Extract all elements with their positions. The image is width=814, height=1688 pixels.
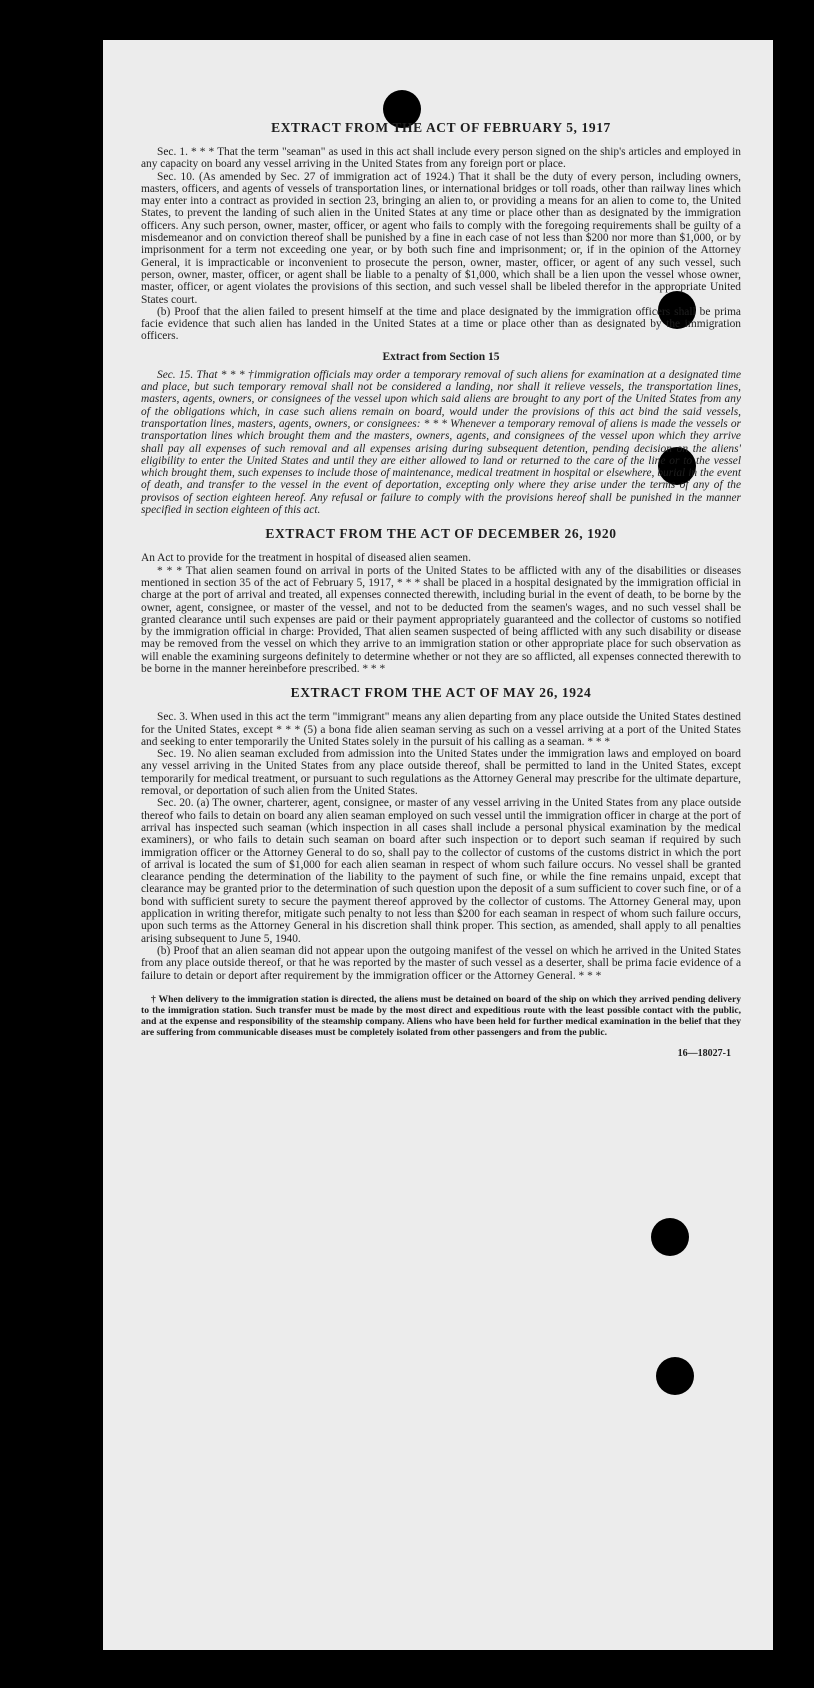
- paragraph: Sec. 10. (As amended by Sec. 27 of immigration act of 1924.) That it shall be the duty of every person, including owners, masters, officers, and agents of vessels of transportation lines, or international bridges or toll roads, other than railway lines which may enter into a contract as provided in section 23, bringing an alien to, or providing a means for an alien to come to, the United States, to prevent the landing of such alien in the United States at any time or place other than as designated by the immigration officers. Any such person, owner, master, officer, or agent who fails to comply with the foregoing requirements shall be guilty of a misdemeanor and on conviction thereof shall be punished by a fine in each case of not less than $200 nor more than $1,000, or by imprisonment for a term not exceeding one year, or by both such fine and imprisonment; or, if in the opinion of the Attorney General, it is impracticable or inconvenient to prosecute the person, owner, master, officer, or agent of any such vessel, such person, owner, master, officer, or agent shall be liable to a penalty of $1,000, which shall be a lien upon the vessel whose owner, master, officer, or agent violates the provisions of this section, and such vessel shall be libeled therefor in the appropriate United States court.: [141, 170, 741, 306]
- paragraph: (b) Proof that an alien seaman did not appear upon the outgoing manifest of the vessel on which he arrived in the United States from any place outside thereof, or that he was reported by the master of such vessel as a deserter, shall be prima facie evidence of a failure to detain or deport after requirement by the immigration officer or the Attorney General. * * *: [141, 944, 741, 982]
- paragraph: Sec. 20. (a) The owner, charterer, agent, consignee, or master of any vessel arriving in the United States from any place outside thereof who fails to detain on board any alien seaman employed on such vessel until the immigration officer in charge at the port of arrival has inspected such seaman (which inspection in all cases shall include a personal physical examination by the medical examiners), or who fails to detain such seaman on board after such inspection or to deport such seaman if required by such immigration officer or the Attorney General to do so, shall pay to the collector of customs of the customs district in which the port of arrival is located the sum of $1,000 for each alien seaman in respect of whom such failure occurs. No vessel shall be granted clearance pending the determination of the liability to the payment of such fine, or while the fine remains unpaid, except that clearance may be granted prior to the determination of such question upon the deposit of a sum sufficient to cover such fine, or of a bond with sufficient surety to secure the payment thereof approved by the collector of customs. The Attorney General may, upon application in writing therefor, mitigate such penalty to not less than $200 for each seaman in respect of whom such failure occurs, upon such terms as the Attorney General in his discretion shall think proper. This section, as amended, shall apply to all penalties arising subsequent to June 5, 1940.: [141, 797, 741, 945]
- section-1920: [141, 526, 741, 675]
- section-heading: EXTRACT FROM THE ACT OF DECEMBER 26, 1920: [265, 526, 617, 542]
- punch-hole: [656, 1357, 694, 1395]
- section-1924: [141, 685, 741, 982]
- footnote: † When delivery to the immigration station is directed, the aliens must be detained on board of the ship on which they arrived pending delivery to the immigration station. Such transfer must be made by the most direct and expeditious route with the least possible contact with the public, and at the expense and responsibility of the steamship company. Aliens who have been held for further medical examination in the belief that they are suffering from communicable diseases must be completely isolated from other passengers and from the public.: [141, 993, 741, 1038]
- document-text: [141, 120, 741, 1059]
- paragraph: An Act to provide for the treatment in hospital of diseased alien seamen.: [141, 552, 471, 565]
- punch-hole: [651, 1218, 689, 1256]
- section-heading: EXTRACT FROM THE ACT OF MAY 26, 1924: [290, 685, 592, 701]
- section-heading: EXTRACT FROM THE ACT OF FEBRUARY 5, 1917: [271, 120, 611, 135]
- section-1917: [141, 120, 741, 516]
- paragraph: Sec. 3. When used in this act the term "immigrant" means any alien departing from any place outside the United States destined for the United States, except * * * (5) a bona fide alien seaman serving as such on a vessel arriving at a port of the United States and seeking to enter temporarily the United States solely in the pursuit of his calling as a seaman. * * *: [141, 711, 741, 748]
- paragraph: Sec. 1. * * * That the term "seaman" as used in this act shall include every person signed on the ship's articles and employed in any capacity on board any vessel arriving in the United States from any foreign port or place.: [141, 146, 741, 171]
- italic-paragraph: Sec. 15. That * * * †immigration officials may order a temporary removal of such aliens for examination at a designated time and place, but such temporary removal shall not be considered a landing, nor shall it relieve vessels, the transportation lines, masters, agents, owners, or consignees of the vessel upon which said aliens are brought to any port of the United States from any of the obligations which, in case such aliens remain on board, would under the provisions of this act bind the said vessels, transportation lines, masters, agents, owners, or consignees: * * * Whenever a temporary removal of aliens is made the vessels or transportation lines which brought them and the masters, owners, agents, and consignees of the vessel upon which they arrive shall pay all expenses of such removal and all expenses arising during subsequent detention, pending decision on the aliens' eligibility to enter the United States and until they are either allowed to land or returned to the care of the line or to the vessel which brought them, such expenses to include those of maintenance, medical treatment in hospital or elsewhere, burial in the event of death, and transfer to the vessel in the event of deportation, excepting only where they arise under the terms of any of the provisos of section eighteen hereof. Any refusal or failure to comply with the provisions hereof shall be punished in the manner specified in section eighteen of this act.: [141, 368, 741, 517]
- paragraph: * * * That alien seamen found on arrival in ports of the United States to be afflicted with any of the disabilities or diseases mentioned in section 35 of the act of February 5, 1917, * * * shall be placed in a hospital designated by the immigration official in charge at the port of arrival and treated, all expenses connected therewith, including burial in the event of death, to be borne by the owner, agent, consignee, or master of the vessel, and not to be deducted from the seamen's wages, and no such vessel shall be granted clearance until such expenses are paid or their payment appropriately guaranteed and the collector of customs so notified by the immigration official in charge: Provided, That alien seamen suspected of being afflicted with any such disability or disease may be removed from the vessel on which they arrive to an immigration station or other appropriate place for such observation as will enable the examining surgeons definitely to determine whether or not they are so afflicted, all expenses connected therewith to be borne in the manner hereinbefore prescribed. * * *: [141, 564, 741, 675]
- document-page: [103, 40, 773, 1650]
- paragraph: (b) Proof that the alien failed to present himself at the time and place designated by the immigration officers shall be prima facie evidence that such alien has landed in the United States at a time or place other than as designated by the immigration officers.: [141, 305, 741, 343]
- form-code: 16—18027-1: [677, 1047, 731, 1059]
- subheading: Extract from Section 15: [382, 350, 500, 363]
- paragraph: Sec. 19. No alien seaman excluded from admission into the United States under the immigration laws and employed on board any vessel arriving in the United States from any place outside thereof, shall be permitted to land in the United States, except temporarily for medical treatment, or pursuant to such regulations as the Attorney General may prescribe for the ultimate departure, removal, or deportation of such alien from the United States.: [141, 748, 741, 798]
